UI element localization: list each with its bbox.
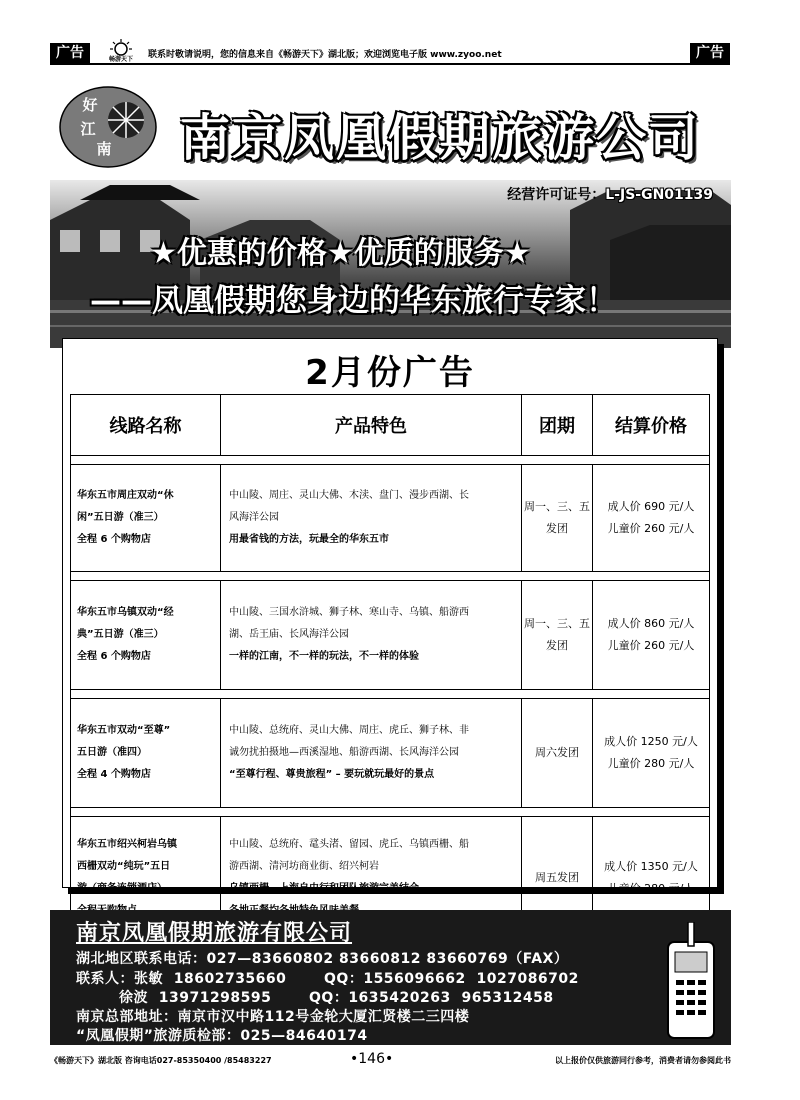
footer-phone-line: 湖北地区联系电话：027—83660802 83660812 83660769（FAX） <box>76 951 569 967</box>
mobile-phone-icon <box>658 922 720 1042</box>
license-label: 经营许可证号： <box>507 187 606 203</box>
table-row <box>71 699 710 808</box>
footer-contact-1: 联系人：张敏 18602735660 QQ：1556096662 1027086702 <box>76 971 579 987</box>
publication-logo <box>102 39 140 63</box>
route-price: 成人价 1350 元/人 儿童价 280 元/人 <box>593 817 710 940</box>
publication-info: 《畅游天下》湖北版 咨询电话027-85350400 /85483227 <box>50 1056 272 1065</box>
svg-text:南: 南 <box>96 140 112 158</box>
route-schedule: 周五发团 <box>522 817 593 940</box>
license-code: L-JS-GN01139 <box>605 187 713 203</box>
hero-banner <box>50 70 731 348</box>
svg-text:畅游天下: 畅游天下 <box>108 56 134 63</box>
header-schedule: 团期 <box>522 395 593 456</box>
route-schedule: 周六发团 <box>522 699 593 808</box>
table-row <box>71 581 710 690</box>
header-features: 产品特色 <box>221 395 522 456</box>
contact-footer <box>50 910 731 1045</box>
route-name: 华东五市双动“至尊” 五日游（准四） 全程 4 个购物店 <box>71 699 221 808</box>
license-number <box>507 184 713 204</box>
row-gap <box>71 456 710 465</box>
route-features: 中山陵、总统府、鼋头渚、留园、虎丘、乌镇西栅、船 游西湖、清河坊商业街、绍兴柯岩 乌镇西栅、上海自由行和团队旅游完美结合 <box>221 817 522 940</box>
svg-text:江: 江 <box>80 120 96 138</box>
page-footer <box>50 1052 731 1068</box>
footer-quality-dept: “凤凰假期”旅游质检部：025—84640174 <box>76 1028 368 1044</box>
footer-contact-2: 徐波 13971298595 QQ：1635420263 965312458 <box>76 990 554 1006</box>
jiangnan-badge <box>58 82 158 172</box>
route-name: 华东五市绍兴柯岩乌镇 西栅双动“纯玩”五日 游（商务连锁酒店） <box>71 817 221 940</box>
ad-tag-left: 广告 <box>50 43 90 63</box>
route-name: 华东五市周庄双动“休 闲”五日游（准三） 全程 6 个购物店 <box>71 465 221 572</box>
routes-table <box>70 394 710 940</box>
route-price: 成人价 860 元/人 儿童价 260 元/人 <box>593 581 710 690</box>
row-gap <box>71 690 710 699</box>
contact-notice: 联系时敬请说明，您的信息来自《畅游天下》湖北版；欢迎浏览电子版 www.zyoo.net <box>148 50 502 60</box>
ad-tag-right: 广告 <box>690 43 730 63</box>
footer-address: 南京总部地址：南京市汉中路112号金轮大厦汇贤楼二三四楼 <box>76 1009 470 1025</box>
route-features: 中山陵、三国水浒城、狮子林、寒山寺、乌镇、船游西 湖、岳王庙、长风海洋公园 一样的江南，不一样的玩法，不一样的体验 <box>221 581 522 690</box>
row-gap <box>71 808 710 817</box>
route-features: 中山陵、周庄、灵山大佛、木渎、盘门、漫步西湖、长 风海洋公园 用最省钱的方法，玩最全的华东五市 <box>221 465 522 572</box>
route-features: 中山陵、总统府、灵山大佛、周庄、虎丘、狮子林、非 诚勿扰拍摄地—西溪湿地、船游西湖、长风海洋公园 “至尊行程、尊贵旅程” – 要玩就玩最好的景点 <box>221 699 522 808</box>
company-title: 南京凤凰假期旅游公司 <box>180 109 700 167</box>
footer-company-name: 南京凤凰假期旅游有限公司 <box>76 921 353 946</box>
row-gap <box>71 572 710 581</box>
route-schedule: 周一、三、五 发团 <box>522 465 593 572</box>
month-title: 2月份广告 <box>305 353 475 393</box>
table-header-row <box>71 395 710 456</box>
route-name: 华东五市乌镇双动“经 典”五日游（准三） 全程 6 个购物店 <box>71 581 221 690</box>
header-price: 结算价格 <box>593 395 710 456</box>
header-route: 线路名称 <box>71 395 221 456</box>
route-price: 成人价 1250 元/人 儿童价 280 元/人 <box>593 699 710 808</box>
route-price: 成人价 690 元/人 儿童价 260 元/人 <box>593 465 710 572</box>
page-number: •146• <box>350 1051 394 1067</box>
route-schedule: 周一、三、五 发团 <box>522 581 593 690</box>
slogan-secondary: ——凤凰假期您身边的华东旅行专家！ <box>90 283 617 319</box>
slogan-primary: ★优惠的价格★优质的服务★ <box>150 236 531 271</box>
top-bar <box>50 43 730 65</box>
svg-text:好: 好 <box>82 96 98 114</box>
table-row <box>71 465 710 572</box>
disclaimer: 以上报价仅供旅游同行参考，消费者请勿参阅此书 <box>555 1056 731 1065</box>
